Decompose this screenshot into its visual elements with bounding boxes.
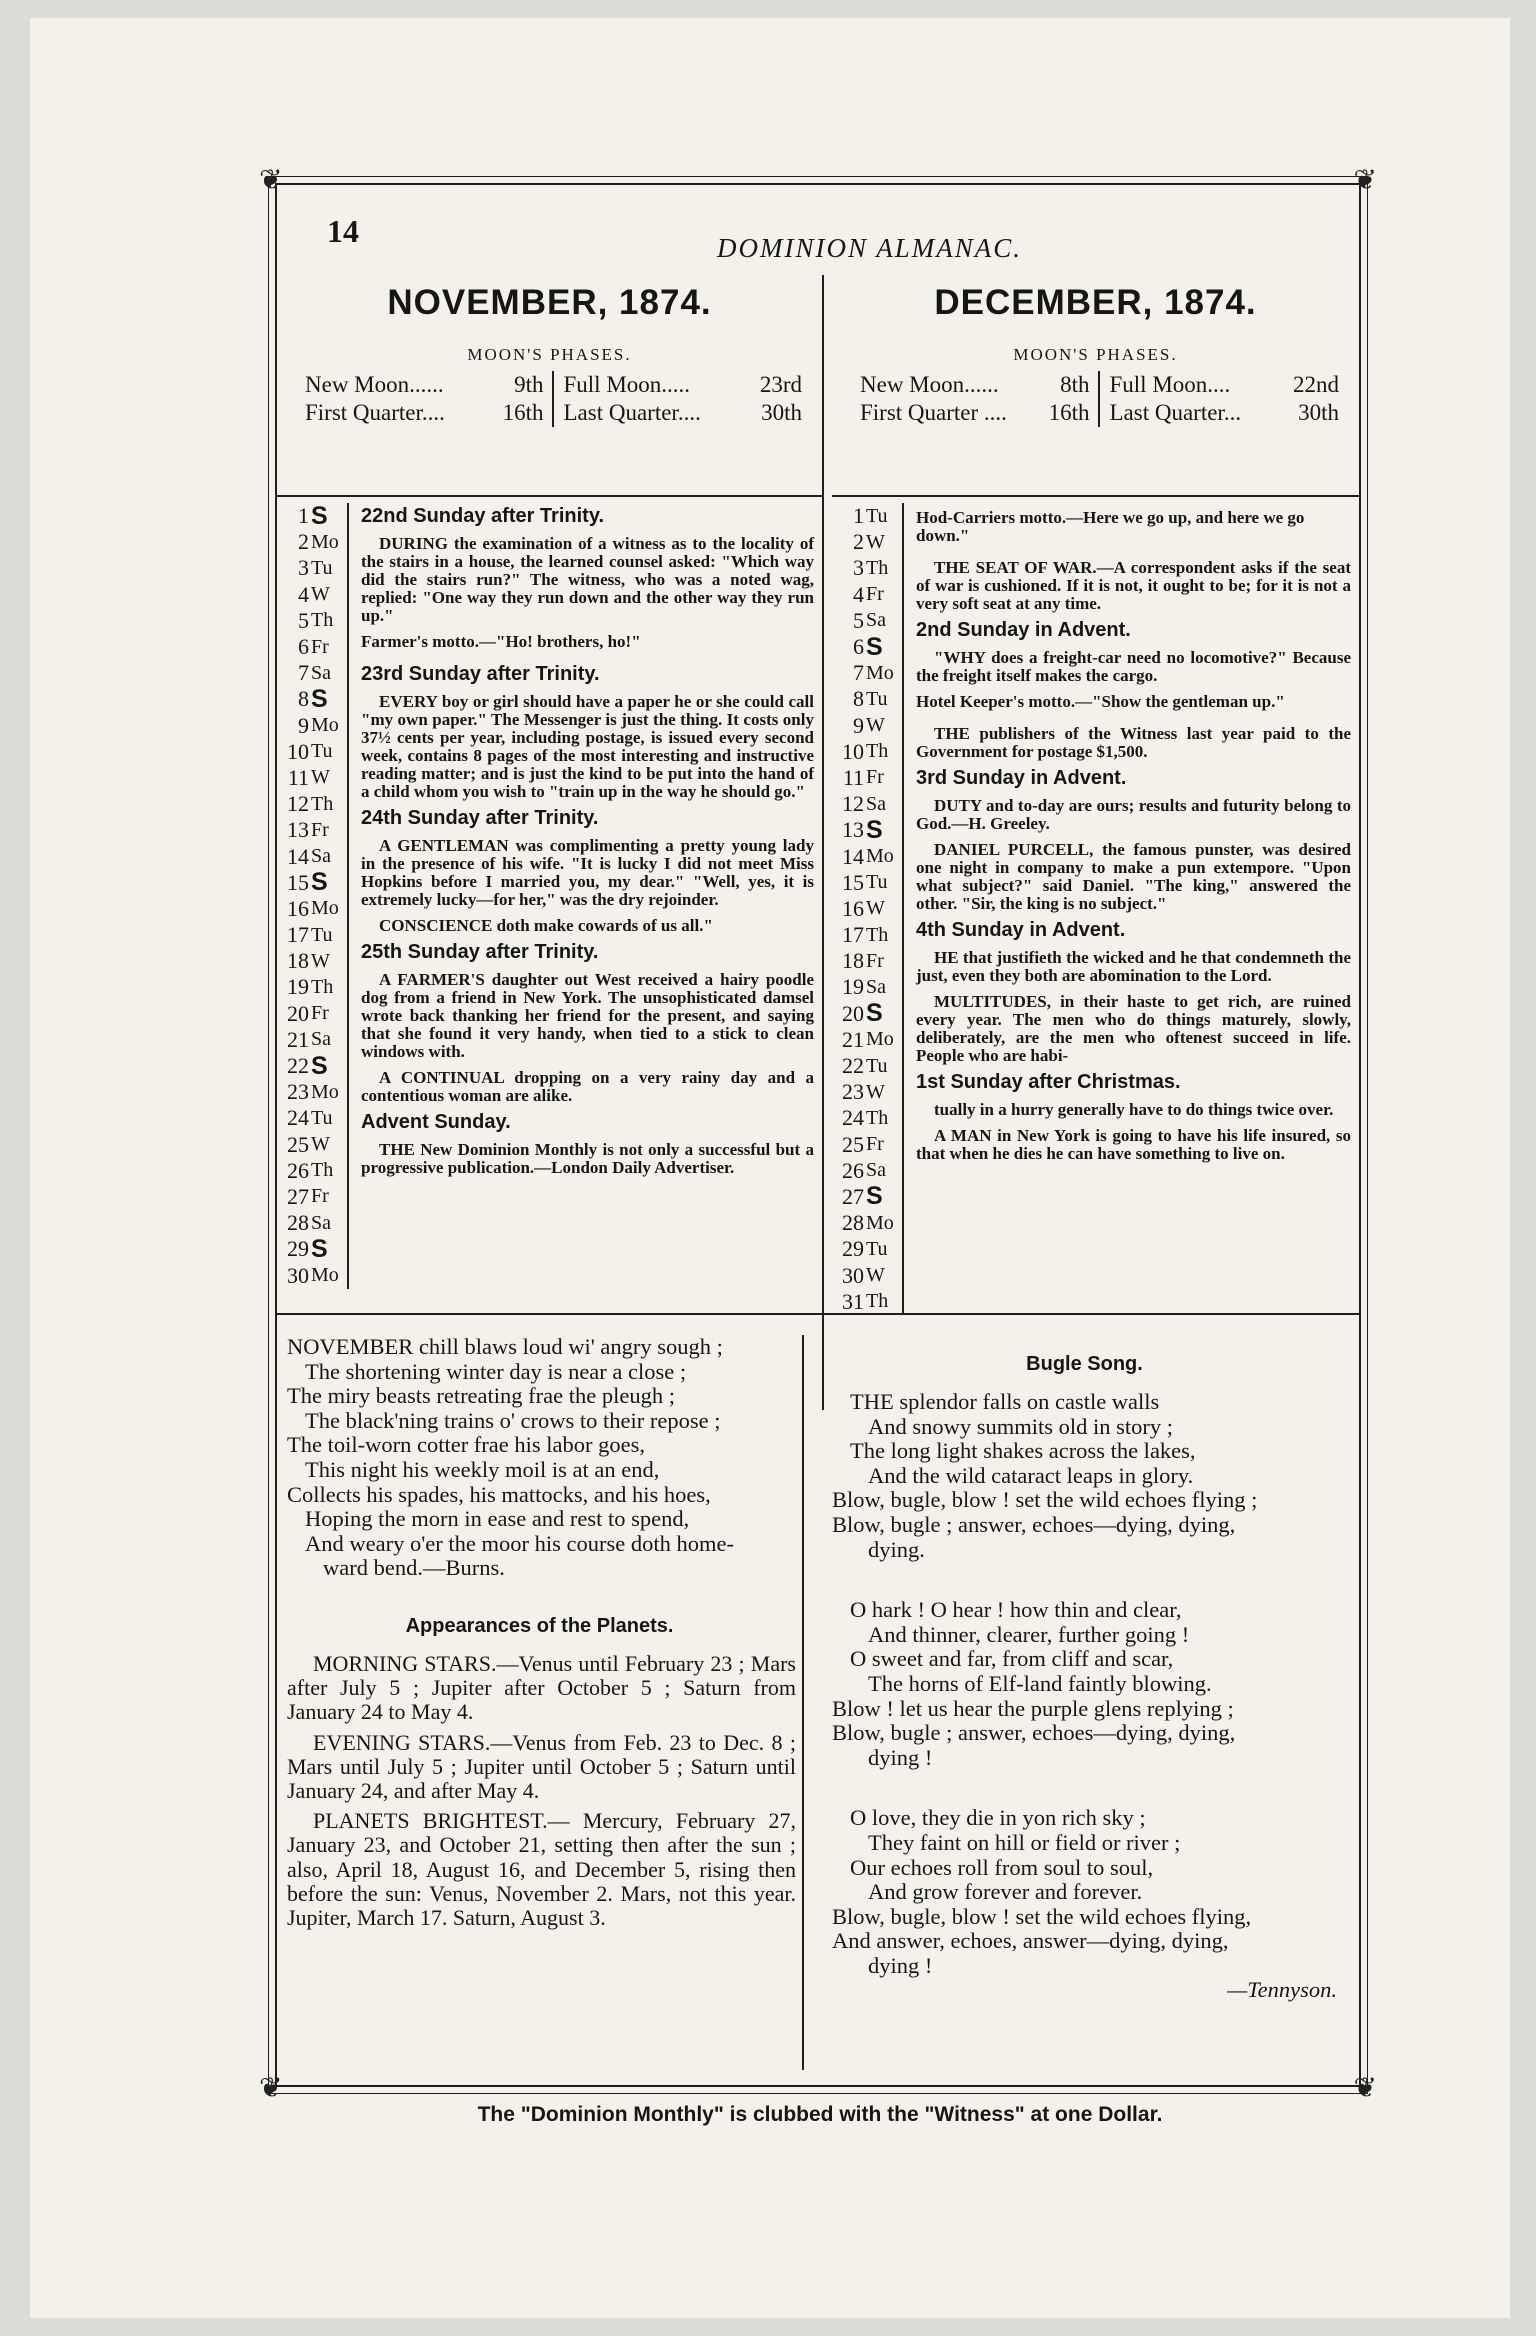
poem-line: And thinner, clearer, further going ! [868, 1621, 1190, 1647]
day-row [285, 660, 347, 686]
planets-paragraph: PLANETS BRIGHTEST.— Mercury, February 27, January 23, and October 21, setting then after the sun ; also, April 18, August 16, and December 5, rising then before the sun: Venus, November 2. Mars, not this year. Jupiter, March 17. Saturn, August 3. [287, 1808, 796, 1930]
day-weekday: Tu [866, 871, 888, 894]
day-number: 3 [853, 555, 864, 581]
attribution: —Tennyson. [1227, 1977, 1337, 2003]
poem-line: Blow, bugle ; answer, echoes—dying, dying, [832, 1720, 1236, 1746]
day-weekday: Fr [866, 766, 884, 789]
planets-text [277, 1652, 802, 1930]
day-weekday: S [866, 999, 883, 1028]
day-weekday: Mo [866, 1028, 894, 1051]
poem-line: The toil-worn cotter frae his labor goes, [287, 1432, 646, 1458]
day-number: 8 [853, 686, 864, 712]
phase-date: 22nd [1293, 372, 1339, 397]
phase-name: Full Moon..... [563, 372, 691, 397]
day-weekday: Fr [866, 1133, 884, 1156]
poem-line: The miry beasts retreating frae the pleugh ; [287, 1383, 675, 1409]
day-number: 3 [298, 555, 309, 581]
day-row [285, 1236, 347, 1262]
day-number: 8 [298, 686, 309, 712]
day-row [840, 922, 902, 948]
day-row [285, 582, 347, 608]
day-number: 7 [853, 660, 864, 686]
day-row [285, 765, 347, 791]
stanza [822, 1390, 1347, 1562]
day-weekday: Th [311, 975, 334, 998]
month-title: DECEMBER, 1874. [934, 283, 1257, 322]
day-weekday: Sa [311, 661, 331, 684]
day-row [285, 503, 347, 529]
ornament-corner-icon: ❦ [1353, 165, 1377, 196]
page-frame [259, 165, 1377, 2104]
day-number: 15 [842, 869, 864, 895]
day-weekday: W [866, 530, 885, 553]
day-weekday: Mo [311, 1264, 339, 1287]
day-number: 28 [287, 1210, 309, 1236]
sunday-heading: Advent Sunday. [361, 1111, 511, 1133]
day-weekday: W [866, 714, 885, 737]
day-weekday: S [866, 1182, 883, 1211]
day-number: 6 [298, 634, 309, 660]
day-number: 1 [298, 503, 309, 529]
day-weekday: Mo [866, 661, 894, 684]
phase-name: New Moon...... [860, 372, 999, 397]
day-row [285, 1053, 347, 1079]
day-row [840, 529, 902, 555]
phases-heading: MOON'S PHASES. [1013, 345, 1178, 364]
day-weekday: S [311, 1234, 328, 1263]
anecdote: A CONTINUAL dropping on a very rainy day and a contentious woman are alike. [361, 1068, 814, 1105]
day-row [840, 1105, 902, 1131]
day-weekday: Th [866, 1106, 889, 1129]
day-weekday: S [311, 868, 328, 897]
anecdote: THE publishers of the Witness last year paid to the Government for postage $1,500. [916, 724, 1351, 761]
day-number: 13 [842, 817, 864, 843]
anecdote: DANIEL PURCELL, the famous punster, was desired one night in company to make a pun extempore. "Upon what subject?" said Daniel. "The king," answered the other. "Sir, the king is no subject." [916, 840, 1351, 913]
notes [361, 503, 814, 1185]
day-row [285, 817, 347, 843]
day-weekday: S [866, 632, 883, 661]
day-row [285, 1132, 347, 1158]
lower-left-column [277, 1335, 804, 2070]
poem-line: dying ! [868, 1744, 933, 1770]
poem-line: And the wild cataract leaps in glory. [868, 1462, 1194, 1488]
phase-name: First Quarter .... [860, 400, 1007, 425]
anecdote: CONSCIENCE doth make cowards of us all." [379, 916, 713, 935]
phase-name: First Quarter.... [305, 400, 445, 425]
day-row [285, 634, 347, 660]
sunday-heading: 3rd Sunday in Advent. [916, 767, 1127, 789]
divider [277, 1313, 1359, 1315]
phase-name: Last Quarter.... [563, 400, 701, 425]
sunday-heading: 1st Sunday after Christmas. [916, 1071, 1181, 1093]
day-weekday: Mo [311, 714, 339, 737]
day-row [285, 1158, 347, 1184]
poem-line: NOVEMBER chill blaws loud wi' angry sough ; [287, 1334, 723, 1359]
day-weekday: Th [866, 923, 889, 946]
poem-line: The long light shakes across the lakes, [850, 1438, 1196, 1464]
day-weekday: Tu [311, 556, 333, 579]
day-weekday: Sa [311, 845, 331, 868]
anecdote: DUTY and to-day are ours; results and futurity belong to God.—H. Greeley. [916, 796, 1351, 833]
day-number: 23 [287, 1079, 309, 1105]
day-number: 28 [842, 1210, 864, 1236]
day-number: 14 [287, 843, 309, 869]
day-weekday: Th [866, 556, 889, 579]
day-row [840, 739, 902, 765]
day-weekday: W [311, 949, 330, 972]
day-number: 18 [842, 948, 864, 974]
day-weekday: Tu [311, 740, 333, 763]
burns-poem [277, 1335, 802, 1581]
day-number: 30 [842, 1262, 864, 1288]
day-row [840, 817, 902, 843]
day-number: 19 [842, 974, 864, 1000]
poem-line: O sweet and far, from cliff and scar, [850, 1646, 1174, 1672]
day-weekday: S [311, 684, 328, 713]
day-row [285, 896, 347, 922]
sunday-heading: 4th Sunday in Advent. [916, 919, 1126, 941]
day-weekday: S [311, 1051, 328, 1080]
day-number: 16 [287, 895, 309, 921]
day-number: 21 [842, 1026, 864, 1052]
day-row [285, 713, 347, 739]
ornament-corner-icon: ❦ [259, 165, 283, 196]
stanza [822, 1598, 1347, 1770]
day-row [285, 1079, 347, 1105]
moon-phases [305, 371, 810, 427]
day-row [285, 555, 347, 581]
day-number: 26 [842, 1157, 864, 1183]
day-number: 18 [287, 948, 309, 974]
phase-date: 30th [1298, 400, 1339, 425]
day-weekday: W [311, 766, 330, 789]
day-number: 10 [842, 738, 864, 764]
day-number: 29 [842, 1236, 864, 1262]
day-weekday: Fr [866, 583, 884, 606]
day-row [840, 870, 902, 896]
poem-line: dying ! [868, 1952, 933, 1978]
day-weekday: Fr [311, 1002, 329, 1025]
phase-date: 16th [1048, 400, 1090, 425]
day-weekday: Sa [311, 1028, 331, 1051]
sunday-heading: 24th Sunday after Trinity. [361, 807, 599, 829]
day-weekday: S [311, 501, 328, 530]
poem-line: They faint on hill or field or river ; [868, 1829, 1181, 1855]
day-weekday: Mo [311, 897, 339, 920]
phase-date: 30th [761, 400, 802, 425]
day-row [840, 896, 902, 922]
anecdote: A GENTLEMAN was complimenting a pretty young lady in the presence of his wife. "It is lucky I did not meet Miss Hopkins before I married you, my dear." "Well, yes, it is extremely lucky—for her," was the dry rejoinder. [361, 836, 814, 909]
day-row [285, 843, 347, 869]
page-number: 14 [327, 213, 359, 249]
day-row [285, 739, 347, 765]
day-weekday: Tu [311, 923, 333, 946]
poem-line: Blow ! let us hear the purple glens replying ; [832, 1695, 1234, 1721]
day-weekday: Tu [866, 504, 888, 527]
anecdote: THE New Dominion Monthly is not only a successful but a progressive publication.—London Daily Advertiser. [361, 1140, 814, 1177]
day-number: 11 [842, 764, 864, 790]
day-row [840, 1210, 902, 1236]
phase-date: 16th [502, 400, 544, 425]
day-row [840, 713, 902, 739]
day-weekday: Mo [866, 845, 894, 868]
running-title: DOMINION ALMANAC. [717, 233, 1023, 263]
day-weekday: Sa [866, 975, 886, 998]
day-row [840, 843, 902, 869]
phases-heading: MOON'S PHASES. [467, 345, 632, 364]
day-number: 17 [287, 922, 309, 948]
day-row [285, 608, 347, 634]
december-column [832, 275, 1359, 1410]
day-list [840, 503, 904, 1315]
month-title: NOVEMBER, 1874. [387, 283, 712, 322]
planets-paragraph: EVENING STARS.—Venus from Feb. 23 to Dec. 8 ; Mars until July 5 ; Jupiter until October 5 ; Saturn until January 24, and after May 4. [287, 1729, 796, 1803]
day-weekday: W [866, 1264, 885, 1287]
lower-right-column [822, 1335, 1347, 2003]
day-number: 22 [842, 1053, 864, 1079]
day-number: 25 [842, 1131, 864, 1157]
day-row [285, 1262, 347, 1288]
day-number: 9 [298, 712, 309, 738]
page-paper [30, 18, 1510, 2318]
poem-line: The black'ning trains o' crows to their repose ; [305, 1407, 721, 1433]
day-weekday: Th [866, 1290, 889, 1313]
sunday-heading: 25th Sunday after Trinity. [361, 941, 599, 963]
day-weekday: Tu [866, 1054, 888, 1077]
poem-line: The horns of Elf-land faintly blowing. [868, 1670, 1212, 1696]
day-row [285, 922, 347, 948]
day-weekday: Mo [311, 530, 339, 553]
anecdote: "WHY does a freight-car need no locomotive?" Because the freight itself makes the cargo. [916, 648, 1351, 685]
day-weekday: Th [311, 609, 334, 632]
day-row [285, 1210, 347, 1236]
poem-line: Hoping the morn in ease and rest to spend, [305, 1506, 690, 1532]
day-row [285, 1184, 347, 1210]
motto: Hotel Keeper's motto.—"Show the gentleman up." [916, 692, 1285, 711]
sunday-heading: 2nd Sunday in Advent. [916, 619, 1131, 641]
poem-line: And weary o'er the moor his course doth home- [305, 1530, 734, 1556]
ornament-corner-icon: ❦ [1353, 2073, 1377, 2104]
day-weekday: Fr [311, 635, 329, 658]
stanza [822, 1806, 1347, 1978]
day-weekday: Tu [866, 1237, 888, 1260]
day-number: 27 [287, 1183, 309, 1209]
day-row [840, 948, 902, 974]
poem-line: Our echoes roll from soul to soul, [850, 1854, 1154, 1880]
day-number: 19 [287, 974, 309, 1000]
day-row [840, 765, 902, 791]
day-row [285, 529, 347, 555]
day-row [840, 555, 902, 581]
phase-name: Full Moon.... [1109, 372, 1231, 397]
day-row [840, 1184, 902, 1210]
day-number: 5 [298, 607, 309, 633]
day-number: 2 [298, 529, 309, 555]
day-row [840, 1132, 902, 1158]
day-number: 12 [287, 791, 309, 817]
footer-advert: The "Dominion Monthly" is clubbed with the "Witness" at one Dollar. [477, 2103, 1163, 2126]
phase-date: 23rd [759, 372, 802, 397]
day-number: 9 [853, 712, 864, 738]
day-row [285, 870, 347, 896]
day-weekday: Th [311, 1159, 334, 1182]
moon-phases [860, 371, 1347, 427]
day-row [840, 503, 902, 529]
day-row [840, 1053, 902, 1079]
notes [916, 503, 1351, 1171]
day-row [840, 1027, 902, 1053]
poem-line: dying. [868, 1536, 925, 1562]
anecdote: tually in a hurry generally have to do things twice over. [934, 1100, 1334, 1119]
phase-date: 8th [1060, 372, 1090, 397]
poem-line: Blow, bugle, blow ! set the wild echoes flying, [832, 1903, 1252, 1929]
day-weekday: Tu [311, 1106, 333, 1129]
day-weekday: Th [866, 740, 889, 763]
poem-line: And grow forever and forever. [868, 1879, 1143, 1905]
day-number: 29 [287, 1236, 309, 1262]
day-number: 27 [842, 1183, 864, 1209]
day-row [285, 1001, 347, 1027]
day-number: 23 [842, 1079, 864, 1105]
day-weekday: Sa [311, 1211, 331, 1234]
poem-line: Collects his spades, his mattocks, and his hoes, [287, 1481, 711, 1507]
day-number: 7 [298, 660, 309, 686]
phase-name: Last Quarter... [1109, 400, 1242, 425]
day-number: 10 [287, 738, 309, 764]
calendar [832, 495, 1359, 1314]
day-row [840, 686, 902, 712]
sunday-heading: 23rd Sunday after Trinity. [361, 663, 600, 685]
day-number: 17 [842, 922, 864, 948]
day-weekday: W [866, 897, 885, 920]
day-number: 12 [842, 791, 864, 817]
day-row [840, 791, 902, 817]
day-number: 5 [853, 607, 864, 633]
poem-line: And snowy summits old in story ; [868, 1413, 1174, 1439]
day-row [840, 582, 902, 608]
day-row [285, 974, 347, 1000]
day-row [840, 634, 902, 660]
poem-line: The shortening winter day is near a close ; [305, 1358, 687, 1384]
day-weekday: Fr [311, 1185, 329, 1208]
day-number: 1 [853, 503, 864, 529]
poem-line: THE splendor falls on castle walls [850, 1389, 1160, 1414]
day-weekday: Sa [866, 792, 886, 815]
day-number: 13 [287, 817, 309, 843]
bugle-song-poem [822, 1390, 1347, 2003]
day-number: 24 [842, 1105, 864, 1131]
bugle-song-title: Bugle Song. [1026, 1353, 1143, 1375]
day-row [840, 1289, 902, 1315]
ornament-corner-icon: ❦ [259, 2073, 283, 2104]
poem-line: Blow, bugle ; answer, echoes—dying, dying, [832, 1511, 1236, 1537]
anecdote: HE that justifieth the wicked and he that condemneth the just, even they both are abomination to the Lord. [916, 948, 1351, 985]
day-row [840, 660, 902, 686]
day-weekday: Sa [866, 609, 886, 632]
day-weekday: W [311, 583, 330, 606]
day-number: 22 [287, 1053, 309, 1079]
day-row [840, 1236, 902, 1262]
anecdote: A FARMER'S daughter out West received a hairy poodle dog from a friend in New York. The unsophisticated damsel wrote back thanking her friend for the present, and saying that she found it very handy, when tied to a stick to clean windows with. [361, 970, 814, 1061]
poem-line: ward bend.—Burns. [323, 1555, 505, 1581]
motto: Farmer's motto.—"Ho! brothers, ho!" [361, 632, 641, 651]
anecdote: EVERY boy or girl should have a paper he or she could call "my own paper." The Messenger is just the thing. It costs only 37½ cents per year, including postage, is issued every second week, contains 8 pages of the most interesting and instructive reading matter; and is just the kind to be put into the hand of a child whom you wish to "train up in the way he should go." [361, 692, 814, 801]
day-number: 11 [287, 764, 309, 790]
motto: Hod-Carriers motto.—Here we go up, and here we go down." [916, 508, 1305, 545]
anecdote: DURING the examination of a witness as to the locality of the stairs in a house, the learned counsel asked: "Which way did the stairs run?" The witness, who was a noted wag, replied: "One way they run down and the other way they run up." [361, 534, 814, 625]
day-number: 25 [287, 1131, 309, 1157]
day-weekday: W [311, 1133, 330, 1156]
day-number: 20 [287, 1000, 309, 1026]
day-weekday: Sa [866, 1159, 886, 1182]
day-number: 30 [287, 1262, 309, 1288]
day-weekday: Mo [866, 1211, 894, 1234]
day-weekday: W [866, 1080, 885, 1103]
anecdote: THE SEAT OF WAR.—A correspondent asks if the seat of war is cushioned. If it is not, it ought to be; for it is not a very soft seat at any time. [916, 558, 1351, 613]
day-number: 24 [287, 1105, 309, 1131]
calendar [277, 495, 822, 1287]
poem-line: Blow, bugle, blow ! set the wild echoes flying ; [832, 1487, 1258, 1513]
day-weekday: Tu [866, 687, 888, 710]
day-number: 21 [287, 1026, 309, 1052]
sunday-heading: 22nd Sunday after Trinity. [361, 505, 605, 527]
poem-line: O hark ! O hear ! how thin and clear, [850, 1597, 1182, 1623]
poem-line: O love, they die in yon rich sky ; [850, 1805, 1146, 1831]
day-weekday: Fr [311, 818, 329, 841]
day-number: 6 [853, 634, 864, 660]
day-row [285, 948, 347, 974]
day-number: 14 [842, 843, 864, 869]
planets-title: Appearances of the Planets. [405, 1614, 674, 1637]
planets-paragraph: MORNING STARS.—Venus until February 23 ; Mars after July 5 ; Jupiter after October 5 ; Saturn from January 24 to May 4. [287, 1650, 796, 1725]
anecdote: MULTITUDES, in their haste to get rich, are ruined every year. The men who do things maturely, slowly, deliberately, are the men who oftenest succeed in life. People who are habi- [916, 992, 1351, 1065]
day-number: 15 [287, 869, 309, 895]
day-list [285, 503, 349, 1289]
poem-line: This night his weekly moil is at an end, [305, 1456, 660, 1482]
day-row [840, 608, 902, 634]
day-number: 4 [853, 581, 864, 607]
day-number: 4 [298, 581, 309, 607]
day-weekday: S [866, 815, 883, 844]
poem-line: And answer, echoes, answer—dying, dying, [832, 1928, 1229, 1954]
phase-name: New Moon...... [305, 372, 444, 397]
day-row [840, 1158, 902, 1184]
day-number: 2 [853, 529, 864, 555]
day-number: 26 [287, 1157, 309, 1183]
day-row [840, 1262, 902, 1288]
day-row [840, 1001, 902, 1027]
november-column [277, 275, 824, 1410]
day-row [285, 1105, 347, 1131]
day-row [285, 1027, 347, 1053]
day-weekday: Th [311, 792, 334, 815]
day-number: 31 [842, 1288, 864, 1314]
day-row [840, 1079, 902, 1105]
day-number: 20 [842, 1000, 864, 1026]
phase-date: 9th [514, 372, 544, 397]
day-weekday: Fr [866, 949, 884, 972]
day-number: 16 [842, 895, 864, 921]
day-row [285, 686, 347, 712]
day-row [285, 791, 347, 817]
anecdote: A MAN in New York is going to have his life insured, so that when he dies he can have something to live on. [916, 1126, 1351, 1163]
day-row [840, 974, 902, 1000]
day-weekday: Mo [311, 1080, 339, 1103]
